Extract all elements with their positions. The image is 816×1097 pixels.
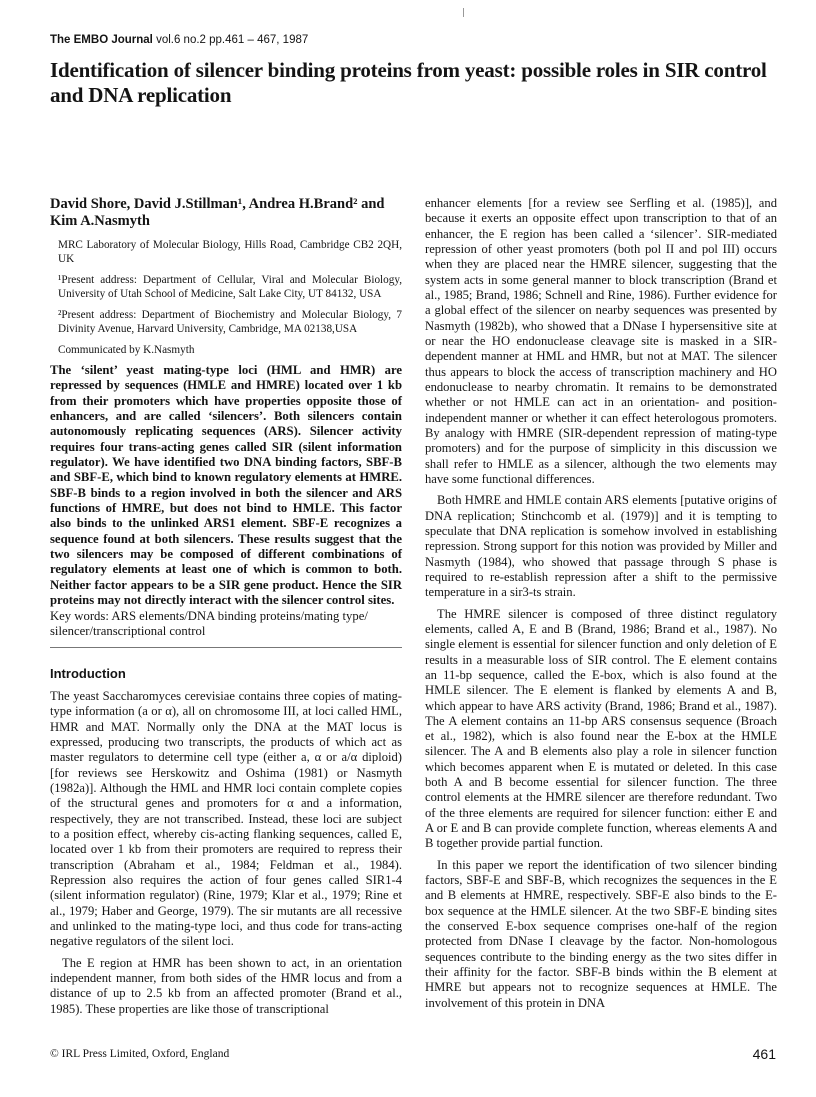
right-paragraph-3: The HMRE silencer is composed of three distinct regulatory elements, called A, E and B (Brand, 1986; Brand et al., 1987). No single element is essential for silencer function and only deletion of E results in a measurable loss of SIR control. The E element contains an 11-bp sequence, called the E-box, which is also found at the HMLE silencer. The E element is flanked by elements A and B, which appear to have ARS activity (Brand, 1986; Brand et al., 1987). The A element contains an 11-bp ARS consensus sequence (Broach et al., 1982), which is also found near the E-box at the HMLE silencer. The A and B elements also play a role in silencer function which becomes apparent when E is mutated or deleted. In this case both A and B become essential for silencer function. The three control elements at the HMRE silencer are therefore redundant. Two of the three elements are required for silencer function: either E and A or E and B can provide complete function, whereas elements A and B together provide partial function. bbox=[425, 606, 777, 851]
abstract: The ‘silent’ yeast mating-type loci (HML and HMR) are repressed by sequences (HMLE and HMRE) located over 1 kb from their promoters which have properties opposite those of enhancers, and are called ‘silencers’. Both silencers contain autonomously replicating sequences (ARS). Silencer activity requires four trans-acting genes called SIR (silent information regulator). We have identified two DNA binding factors, SBF-B and SBF-E, which bind to known regulatory elements at HMRE. SBF-B binds to a region involved in both the silencer and ARS functions of HMRE, but does not bind to HMLE. This factor also binds to the unlinked ARS1 element. SBF-E recognizes a sequence found at both silencers. These results suggest that the two silencers may be composed of different combinations of regulatory elements at least one of which is common to both. Neither factor appears to be a SIR gene product. Hence the SIR proteins may not directly interact with the silencer control sites. bbox=[50, 363, 402, 608]
keywords: Key words: ARS elements/DNA binding proteins/mating type/ silencer/transcriptional control bbox=[50, 608, 368, 638]
affiliation-primary: MRC Laboratory of Molecular Biology, Hills Road, Cambridge CB2 2QH, UK bbox=[58, 239, 402, 265]
right-paragraph-2: Both HMRE and HMLE contain ARS elements [putative origins of DNA replication; Stinchcomb et al. (1979)] and it is tempting to speculate that DNA replication is somehow involved in establishing repression. Strong support for this notion was provided by Miller and Nasmyth (1984), who showed that passage through S phase is required to re-establish repression after a shift to the permissive temperature in a sir3-ts strain. bbox=[425, 493, 777, 600]
communicated-by: Communicated by K.Nasmyth bbox=[58, 344, 195, 356]
introduction-heading: Introduction bbox=[50, 666, 126, 682]
journal-name: The EMBO Journal bbox=[50, 34, 153, 46]
affiliation-present-1: ¹Present address: Department of Cellular, Viral and Molecular Biology, University of Utah School of Medicine, Salt Lake City, UT 84132, USA bbox=[58, 274, 402, 300]
affiliation-present-2: ²Present address: Department of Biochemistry and Molecular Biology, 7 Divinity Avenue, Harvard University, Cambridge, MA 02138,USA bbox=[58, 309, 402, 335]
left-column bbox=[50, 196, 402, 1023]
intro-paragraph-2: The E region at HMR has been shown to act, in an orientation independent manner, from both sides of the HMR locus and from a distance of up to 2.5 kb from an affected promoter (Brand et al., 1985). These properties are like those of transcriptional bbox=[50, 955, 402, 1016]
copyright-notice: © IRL Press Limited, Oxford, England bbox=[50, 1048, 230, 1060]
author-list: David Shore, David J.Stillman¹, Andrea H.Brand² and Kim A.Nasmyth bbox=[50, 196, 385, 229]
intro-paragraph-1: The yeast Saccharomyces cerevisiae contains three copies of mating-type information (a or α), all on chromosome III, at loci called HML, HMR and MAT. Normally only the DNA at the MAT locus is expressed, producing two transcripts, the products of which act as master regulators to determine cell type (either a, α or a/α diploid) [for reviews see Herskowitz and Oshima (1981) or Nasmyth (1982a)]. Although the HML and HMR loci contain complete copies of the structural genes and promoters for α and a information, respectively, they are not transcribed. Instead, these loci are subject to a position effect, whereby cis-acting flanking sequences, called E, located over 1 kb from their promoters are required to repress their transcription (Abraham et al., 1984; Feldman et al., 1984). Repression also requires the action of four genes called SIR1-4 (silent information regulator) (Rine, 1979; Klar et al., 1979; Rine et al., 1979; Haber and George, 1979). The sir mutants are all recessive and unlinked to the mating-type loci, and thus code for trans-acting negative regulators of the silent loci. bbox=[50, 689, 402, 949]
right-column bbox=[425, 196, 777, 1017]
section-divider bbox=[50, 647, 402, 648]
journal-citation: vol.6 no.2 pp.461 – 467, 1987 bbox=[152, 34, 309, 46]
page-number: 461 bbox=[752, 1046, 776, 1062]
article-title: Identification of silencer binding proteins from yeast: possible roles in SIR control and DNA replication bbox=[50, 58, 767, 107]
scan-mark bbox=[463, 8, 464, 17]
right-paragraph-1: enhancer elements [for a review see Serfling et al. (1985)], and because it exerts an opposite effect upon transcription to that of an enhancer, the E region has been called a ‘silencer’. SIR-mediated repression of other yeast promoters (both pol II and pol III) occurs when they are placed near the HMRE silencer, suggesting that the system acts in some general manner to block transcription (Brand et al., 1985; Brand, 1986; Schnell and Rine, 1986). Further evidence for a global effect of the silencer on nearby sequences was presented by Nasmyth (1982b), who showed that a DNase I hypersensitive site at or near the HO endonuclease cleavage site is masked in a SIR-dependent manner at HML and HMR, but not at MAT. The silencer thus appears to block the access of transcription machinery and HO endonuclease to nearby chromatin. It remains to be demonstrated whether or not HMLE can act in an orientation- and position-independent manner or whether it can effect heterologous promoters. By analogy with HMRE (SIR-dependent repression of mating-type promoters) and for the purpose of simplicity in this discussion we shall refer to HMLE as a silencer, although the two elements may have some functional differences. bbox=[425, 196, 777, 486]
journal-header bbox=[50, 34, 308, 46]
right-paragraph-4: In this paper we report the identification of two silencer binding factors, SBF-E and SBF-B, which recognizes the sequences in the E and B elements at HMRE, respectively. SBF-E also binds to the E-box sequence at the HMLE silencer. At the two SBF-E binding sites the conserved E-box sequence comprises one-half of the region protected from DNase I cleavage by the factor. Non-homologous sequences contribute to the binding energy as the two sites differ in their affinity for the factor. SBF-B binds within the B element at HMRE but appears not to recognize sequences at HMLE. The involvement of this protein in DNA bbox=[425, 857, 777, 1010]
